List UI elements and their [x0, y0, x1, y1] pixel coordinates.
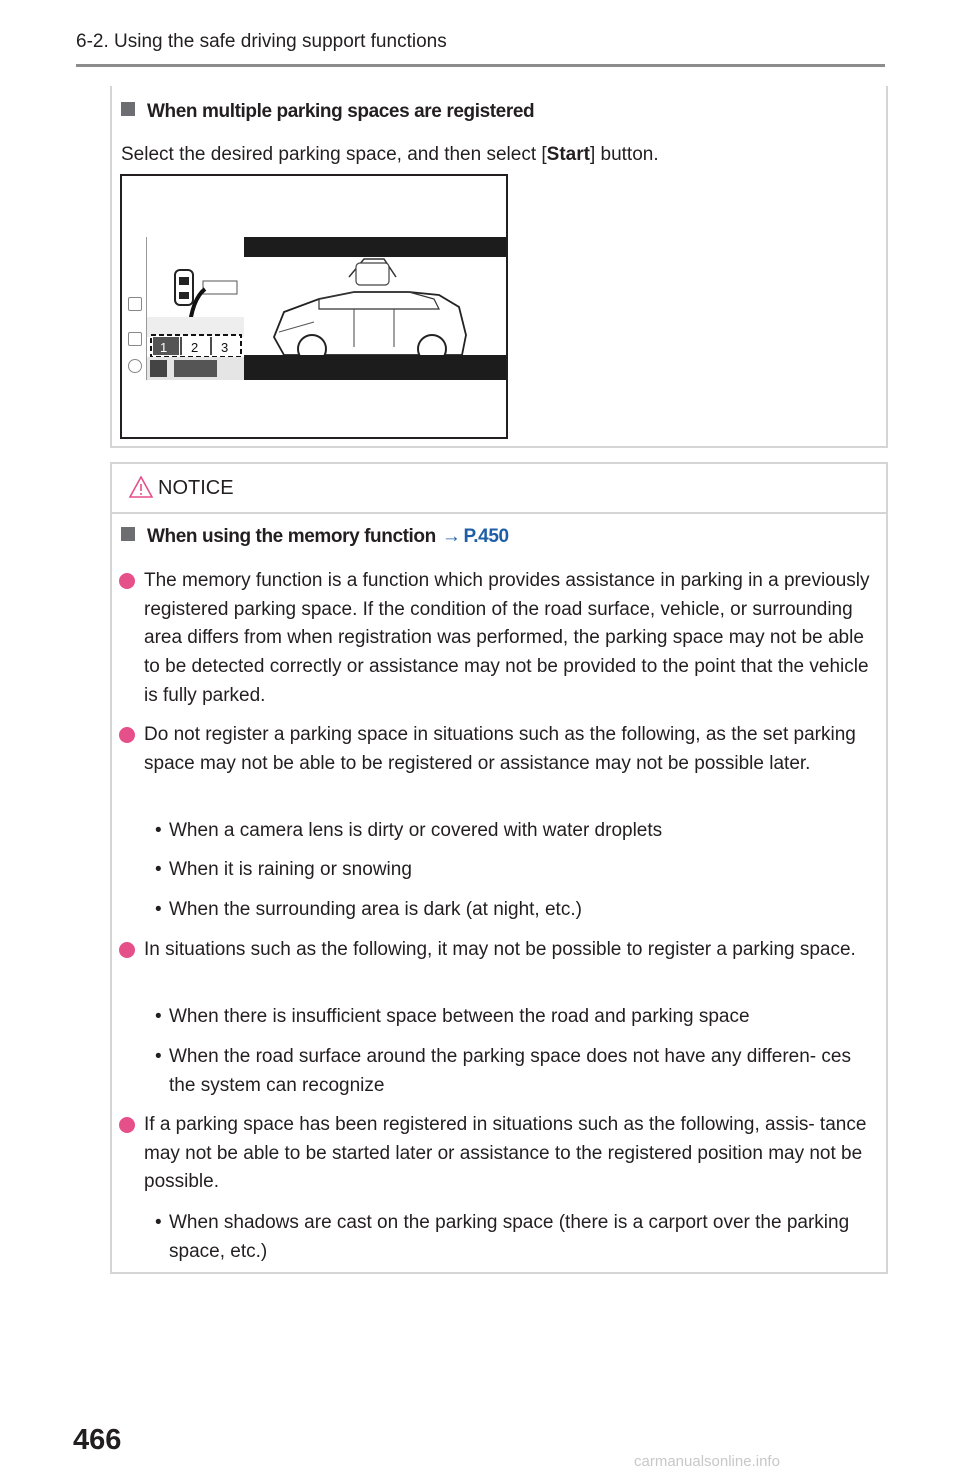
start-button	[174, 360, 217, 377]
sub-item: • When there is insufficient space between the road and parking space	[155, 1006, 750, 1027]
section-header: 6-2. Using the safe driving support functions	[76, 31, 447, 52]
sub-item: • When it is raining or snowing	[155, 859, 412, 880]
instruction-text: Select the desired parking space, and then select [Start] button.	[121, 144, 659, 165]
own-vehicle-icon	[175, 270, 193, 305]
parking-screen-illustration	[120, 174, 508, 439]
watermark: carmanualsonline.info	[634, 1453, 780, 1470]
page-reference-link[interactable]: → P.450	[441, 526, 509, 547]
notice-item: The memory function is a function which provides assistance in parking in a previously registered parking space. If the condition of the road surface, vehicle, or surrounding area differs from when registration was performed, the parking space may not be able to be detected correctly or assistance may not be provided to the point that the vehicle is fully parked.	[144, 567, 880, 711]
notice-item: Do not register a parking space in situations such as the following, as the set parking space may not be able to be registered or assistance may not be possible later.	[144, 721, 880, 778]
round-bullet-icon	[119, 727, 135, 743]
round-bullet-icon	[119, 942, 135, 958]
space-number-3: 3	[221, 340, 229, 355]
menu-icon	[128, 297, 142, 311]
round-bullet-icon	[119, 573, 135, 589]
header-rule	[76, 64, 885, 67]
sub-item: • When shadows are cast on the parking space (there is a carport over the parking space, etc.)	[155, 1212, 850, 1262]
multiple-spaces-section	[110, 86, 888, 448]
camera-view-panel	[244, 237, 506, 380]
start-button-label: Start	[546, 144, 590, 165]
gear-icon	[128, 359, 142, 373]
sub-item: • When the surrounding area is dark (at night, etc.)	[155, 899, 582, 920]
notice-item: If a parking space has been registered in situations such as the following, assis- tance may not be able to be started later or assistance to the registered position may not be possible.	[144, 1111, 880, 1197]
top-view-panel	[147, 237, 244, 380]
section-heading: When multiple parking spaces are registered	[147, 101, 535, 122]
notice-bar	[112, 464, 886, 514]
page-number: 466	[73, 1424, 122, 1456]
notice-item: In situations such as the following, it may not be possible to register a parking space.	[144, 936, 880, 965]
warning-triangle-icon	[129, 476, 153, 498]
notice-label: NOTICE	[158, 477, 234, 499]
square-bullet-icon	[121, 527, 135, 541]
notice-heading: When using the memory function → P.450	[121, 526, 509, 548]
sub-item: • When the road surface around the parking space does not have any differen- ces the system can recognize	[155, 1046, 851, 1096]
side-menu	[122, 237, 147, 380]
space-number-2: 2	[191, 340, 199, 355]
square-bullet-icon	[121, 102, 135, 116]
multimedia-screen	[122, 237, 506, 380]
notice-box	[110, 462, 888, 1274]
arrow-right-icon: →	[441, 526, 461, 547]
sub-item: • When a camera lens is dirty or covered with water droplets	[155, 820, 663, 841]
menu-icon	[128, 332, 142, 346]
round-bullet-icon	[119, 1117, 135, 1133]
space-number-1: 1	[160, 340, 168, 355]
